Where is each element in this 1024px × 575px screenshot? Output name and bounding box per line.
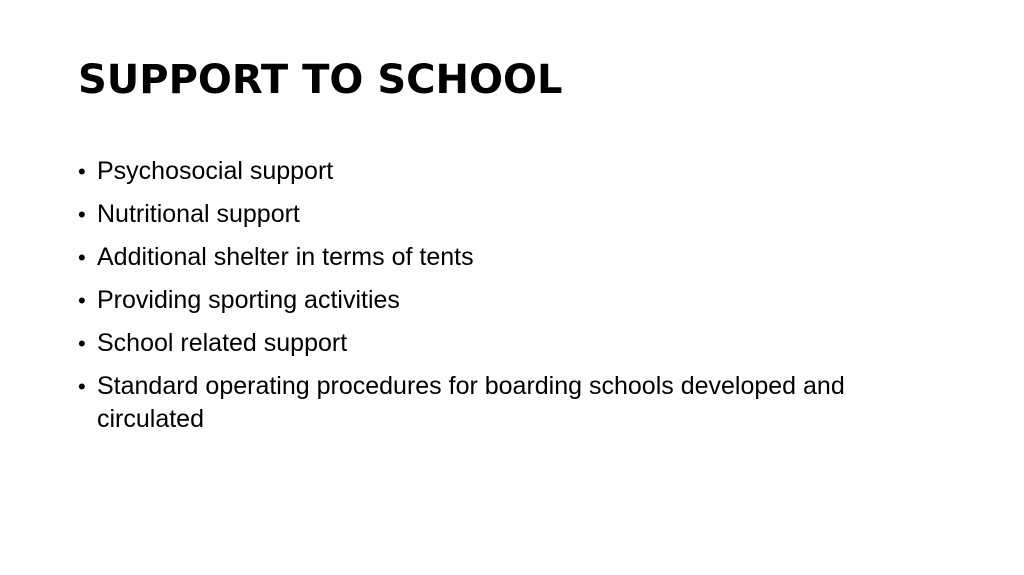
bullet-item-shelter: • Additional shelter in terms of tents [78, 241, 938, 274]
bullet-item-sop: • Standard operating procedures for boarding schools developed and circulated [78, 370, 938, 436]
bullet-list [78, 155, 938, 446]
bullet-item-nutritional: • Nutritional support [78, 198, 938, 231]
bullet-item-sporting: • Providing sporting activities [78, 284, 938, 317]
bullet-item-school-support: • School related support [78, 327, 938, 360]
slide-title: SUPPORT TO SCHOOL [78, 57, 563, 103]
bullet-item-psychosocial: • Psychosocial support [78, 155, 938, 188]
